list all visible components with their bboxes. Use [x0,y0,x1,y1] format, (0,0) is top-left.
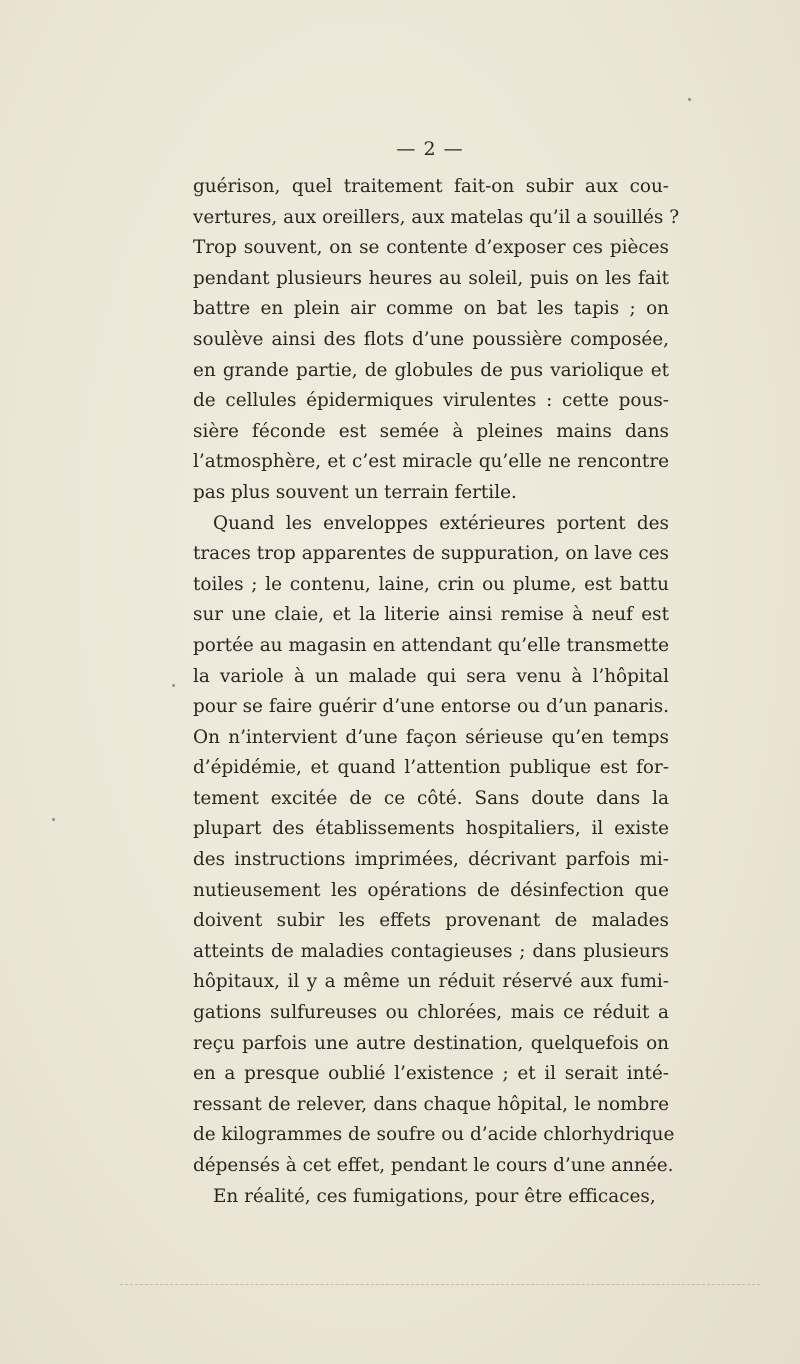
text-line: tement excitée de ce côté. Sans doute dans la [193,787,669,809]
text-line: pendant plusieurs heures au soleil, puis on les fait [193,267,669,289]
text-line: nutieusement les opérations de désinfection que [193,879,669,901]
text-line: battre en plein air comme on bat les tapis ; on [193,298,669,320]
paragraph-start-line: En réalité, ces fumigations, pour être efficaces, [213,1185,656,1207]
text-line: sur une claie, et la literie ainsi remise à neuf est [193,604,669,626]
text-line: des instructions imprimées, décrivant parfois mi- [193,849,669,871]
text-line: d’épidémie, et quand l’attention publique est for- [193,757,669,779]
text-line: la variole à un malade qui sera venu à l’hôpital [193,665,669,687]
text-line: Trop souvent, on se contente d’exposer ces pièces [193,237,669,259]
paragraph-start-line: Quand les enveloppes extérieures portent des [213,512,669,534]
body-text [193,172,680,1212]
text-line: pour se faire guérir d’une entorse ou d’un panaris. [193,696,669,718]
text-line: de kilogrammes de soufre ou d’acide chlorhydrique [193,1124,675,1146]
text-line: en a presque oublié l’existence ; et il serait inté- [193,1063,669,1085]
text-line: de cellules épidermiques virulentes : cette pous- [193,390,669,412]
text-line: On n’intervient d’une façon sérieuse qu’en temps [193,726,669,748]
text-line: ressant de relever, dans chaque hôpital, le nombre [193,1093,669,1115]
text-line: dépensés à cet effet, pendant le cours d’une année. [193,1155,674,1176]
text-line: vertures, aux oreillers, aux matelas qu’il a souillés ? [193,206,680,228]
text-line: en grande partie, de globules de pus variolique et [193,359,669,381]
text-line: guérison, quel traitement fait-on subir aux cou- [193,176,669,197]
text-line: atteints de maladies contagieuses ; dans plusieurs [193,940,669,962]
text-line: gations sulfureuses ou chlorées, mais ce réduit a [193,1002,669,1024]
text-line: reçu parfois une autre destination, quelquefois on [193,1032,669,1054]
page-edge-mark [120,1270,760,1285]
text-line: sière féconde est semée à pleines mains dans [193,420,669,442]
text-line: plupart des établissements hospitaliers, il existe [193,818,669,840]
text-line: doivent subir les effets provenant de malades [193,910,669,932]
text-line: pas plus souvent un terrain fertile. [193,481,517,503]
text-line: soulève ainsi des flots d’une poussière composée, [193,328,669,350]
text-line: l’atmosphère, et c’est miracle qu’elle ne rencontre [193,451,669,473]
paper-speck [688,98,691,101]
text-line: traces trop apparentes de suppuration, on lave ces [193,543,669,565]
page-number: — 2 — [396,138,464,160]
text-line: toiles ; le contenu, laine, crin ou plume, est battu [193,573,669,595]
paper-speck [52,818,55,821]
text-line: hôpitaux, il y a même un réduit réservé aux fumi- [193,971,669,993]
text-line: portée au magasin en attendant qu’elle transmette [193,634,669,656]
paper-speck [172,684,175,687]
